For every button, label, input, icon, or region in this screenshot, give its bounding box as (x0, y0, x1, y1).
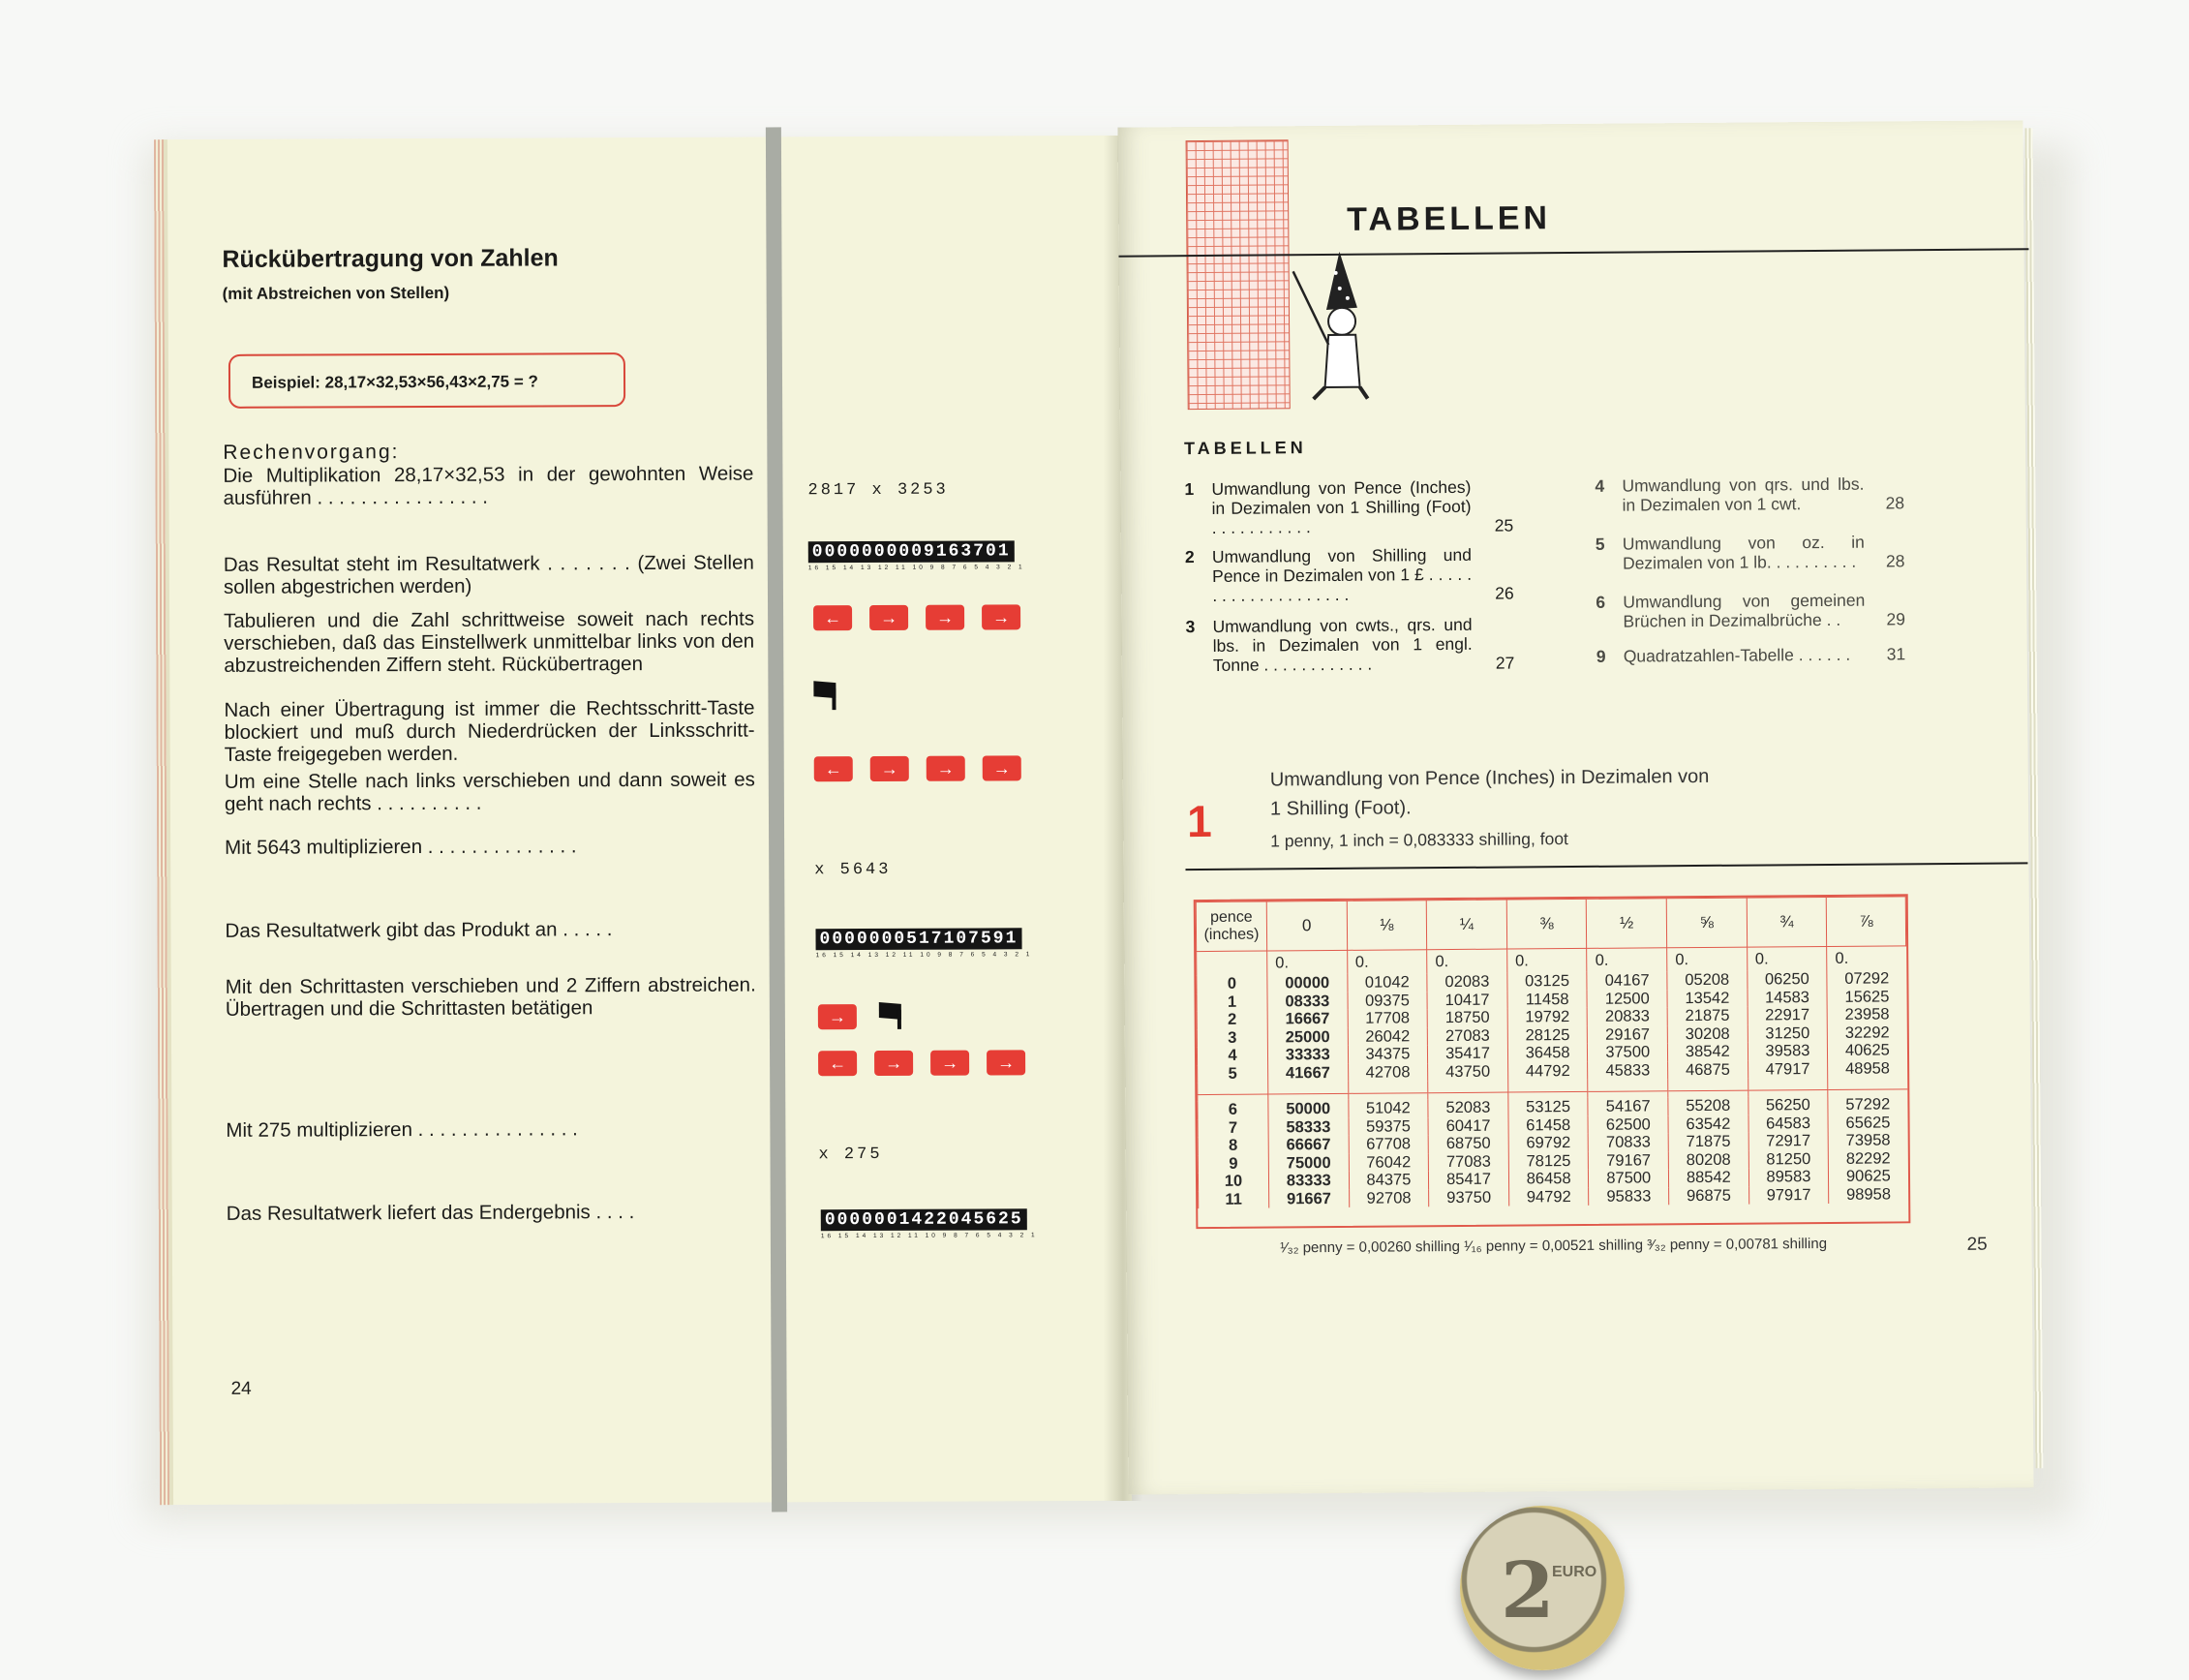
toc-entry-4 (1595, 473, 1924, 519)
table-cell: 88542 (1668, 1169, 1748, 1187)
register-scale: 16 15 14 13 12 11 10 9 8 7 6 5 4 3 2 1 (807, 564, 1025, 572)
row-label: 7 (1198, 1118, 1268, 1137)
table-cell: 10417 (1427, 991, 1507, 1009)
left-arrow-icon: ← (824, 608, 842, 628)
table-cell: 69792 (1508, 1134, 1589, 1152)
toc-page: 29 (1886, 609, 1906, 629)
operation-3: x 275 (818, 1145, 883, 1165)
column-header: ¼ (1426, 900, 1506, 950)
table-cell: 77083 (1429, 1152, 1509, 1171)
right-arrow-icon: → (936, 607, 955, 627)
toc-page: 28 (1885, 551, 1905, 571)
right-arrow-icon: → (936, 758, 955, 779)
table-cell: 20833 (1588, 1007, 1668, 1025)
table-cell: 09375 (1348, 992, 1428, 1010)
pence-table (1196, 896, 1908, 1208)
table-cell: 06250 (1747, 970, 1827, 989)
toc-text: Quadratzahlen-Tabelle . . . . . . (1623, 644, 1851, 666)
table-cell: 40625 (1828, 1041, 1907, 1059)
step-keys-3 (818, 1004, 857, 1029)
toc-page: 27 (1495, 653, 1515, 673)
table-cell: 53125 (1508, 1098, 1589, 1116)
table-cell: 34375 (1348, 1045, 1428, 1063)
prefix-cell: 0. (1267, 950, 1348, 974)
table-cell: 41667 (1268, 1063, 1349, 1082)
register-digits: 0000000517107591 (815, 928, 1021, 950)
divider-cell (1828, 1077, 1907, 1089)
column-header: ¾ (1747, 897, 1827, 947)
column-header: ⅝ (1666, 898, 1747, 948)
table-cell: 82292 (1829, 1149, 1908, 1168)
table-cell: 66667 (1268, 1136, 1349, 1154)
right-step-key (818, 1004, 857, 1029)
toc-text: Umwandlung von qrs. und lbs. in Dezimalen von 1 cwt. (1622, 473, 1865, 515)
table-cell: 65625 (1828, 1114, 1907, 1132)
table-cell: 36458 (1507, 1044, 1588, 1062)
toc-number: 3 (1185, 617, 1196, 637)
table-cell: 85417 (1429, 1171, 1509, 1189)
step-10: Das Resultatwerk liefert das Endergebnis . . . . (226, 1201, 635, 1225)
column-header: ⅞ (1826, 897, 1905, 947)
toc-page: 25 (1494, 515, 1514, 535)
table-cell: 89583 (1748, 1168, 1829, 1186)
table-cell: 33333 (1267, 1046, 1348, 1064)
table-cell: 00000 (1267, 974, 1348, 993)
table-cell: 86458 (1508, 1170, 1589, 1188)
grid-paper-illustration (1186, 139, 1291, 410)
right-arrow-icon: → (885, 1053, 903, 1073)
table-cell: 31250 (1748, 1023, 1828, 1042)
table-cell: 18750 (1427, 1009, 1507, 1027)
table-cell: 55208 (1668, 1097, 1748, 1115)
table-cell: 96875 (1669, 1186, 1749, 1205)
table-cell: 71875 (1668, 1133, 1748, 1151)
table-cell: 60417 (1428, 1116, 1508, 1135)
row-label: 10 (1198, 1173, 1268, 1191)
step-9: Mit 275 multiplizieren . . . . . . . . . . . . . . . (226, 1117, 578, 1142)
right-arrow-icon: → (992, 758, 1011, 779)
left-arrow-icon: ← (829, 1054, 847, 1074)
table-cell: 23958 (1827, 1005, 1906, 1023)
row-label: 3 (1197, 1028, 1267, 1047)
divider-cell (1588, 1079, 1668, 1091)
example-box: Beispiel: 28,17×32,53×56,43×2,75 = ? (228, 352, 625, 409)
table-cell: 38542 (1667, 1043, 1748, 1061)
divider-cell (1668, 1079, 1748, 1091)
table-cell: 94792 (1508, 1187, 1589, 1206)
table-cell: 72917 (1748, 1132, 1829, 1150)
divider-cell (1268, 1082, 1349, 1094)
table-cell: 16667 (1267, 1010, 1348, 1028)
table-cell: 26042 (1348, 1027, 1428, 1046)
toc-page: 31 (1886, 644, 1906, 664)
register-scale: 16 15 14 13 12 11 10 9 8 7 6 5 4 3 2 1 (820, 1232, 1038, 1240)
table-cell: 59375 (1349, 1117, 1429, 1136)
table-cell: 15625 (1827, 988, 1906, 1006)
right-arrow-icon: → (880, 607, 898, 627)
table-cell: 80208 (1668, 1150, 1748, 1169)
table-cell: 68750 (1428, 1135, 1508, 1153)
toc-page: 28 (1885, 493, 1905, 513)
prefix-cell: 0. (1667, 947, 1748, 971)
table-cell: 11458 (1507, 990, 1588, 1008)
toc-heading: TABELLEN (1183, 438, 1307, 459)
euro-coin (1460, 1506, 1625, 1670)
table-cell: 84375 (1349, 1171, 1429, 1189)
wizard-mascot-icon (1289, 251, 1396, 416)
table-cell: 32292 (1828, 1023, 1907, 1042)
table-cell: 75000 (1268, 1153, 1349, 1172)
table-cell: 50000 (1268, 1100, 1349, 1118)
table-cell: 03125 (1507, 972, 1588, 991)
divider-cell (1348, 1081, 1428, 1093)
row-label: 5 (1198, 1064, 1268, 1083)
gutter-band (766, 127, 787, 1512)
result-register-1 (808, 540, 1025, 571)
table-cell: 64583 (1748, 1114, 1829, 1132)
row-label: 8 (1198, 1137, 1268, 1155)
page-subtitle: (mit Abstreichen von Stellen) (222, 283, 450, 303)
register-digits: 0000000009163701 (808, 540, 1015, 563)
step-6: Mit 5643 multiplizieren . . . . . . . . . . . . . . (225, 835, 577, 859)
table-cell: 07292 (1827, 969, 1906, 988)
toc-number: 9 (1596, 646, 1606, 666)
prefix-cell: 0. (1427, 949, 1507, 973)
right-step-key (874, 1051, 913, 1076)
toc-text: Umwandlung von gemeinen Brüchen in Dezimalbrüche . . (1623, 590, 1866, 631)
register-scale: 16 15 14 13 12 11 10 9 8 7 6 5 4 3 2 1 (815, 951, 1033, 960)
right-step-key (982, 604, 1020, 629)
conversion-table (1194, 894, 1911, 1229)
table-cell: 78125 (1508, 1151, 1589, 1170)
toc-entry-2 (1185, 544, 1514, 609)
table-cell: 44792 (1507, 1061, 1588, 1080)
table-cell: 83333 (1268, 1172, 1349, 1190)
result-register-3 (821, 1208, 1038, 1239)
table-cell: 01042 (1347, 973, 1427, 992)
row-label: 2 (1197, 1011, 1267, 1029)
table-cell: 43750 (1428, 1062, 1508, 1081)
coin-value: 2 (1501, 1544, 1555, 1635)
row-label: 0 (1197, 975, 1267, 993)
section-title-line-1: Umwandlung von Pence (Inches) in Dezimalen von (1269, 765, 1710, 791)
table-cell: 39583 (1748, 1042, 1828, 1060)
step-4: Nach einer Übertragung ist immer die Rechtsschritt-Taste blockiert und muß durch Niederdrücken der Linksschritt-Taste freigegeben werden. (224, 696, 755, 766)
table-cell: 29167 (1588, 1025, 1668, 1044)
table-cell: 73958 (1828, 1131, 1907, 1149)
right-arrow-icon: → (941, 1053, 959, 1073)
table-cell: 76042 (1349, 1153, 1429, 1172)
table-cell: 14583 (1748, 988, 1828, 1006)
table-cell: 35417 (1428, 1045, 1508, 1063)
section-rule (1185, 862, 2027, 871)
right-arrow-icon: → (997, 1053, 1016, 1073)
table-cell: 42708 (1348, 1063, 1428, 1082)
corner-label-1: pence (1210, 908, 1253, 926)
prefix-cell: 0. (1747, 946, 1827, 970)
right-arrow-icon: → (828, 1007, 846, 1027)
column-header: ⅛ (1347, 901, 1427, 951)
table-cell: 13542 (1667, 989, 1748, 1007)
table-cell: 54167 (1588, 1097, 1668, 1115)
left-step-key (814, 756, 853, 781)
page-title: Rückübertragung von Zahlen (222, 244, 559, 273)
table-cell: 67708 (1349, 1135, 1429, 1153)
left-page (162, 136, 1132, 1505)
table-cell: 46875 (1668, 1060, 1748, 1079)
section-title-line-2: 1 Shilling (Foot). (1269, 797, 1412, 820)
toc-text: Umwandlung von cwts., qrs. und lbs. in Dezimalen von 1 engl. Tonne . . . . . . . . . . . . (1212, 614, 1473, 675)
table-cell: 70833 (1589, 1133, 1669, 1151)
table-cell: 98958 (1829, 1185, 1908, 1204)
table-cell: 48958 (1828, 1059, 1907, 1078)
procedure-heading: Rechenvorgang: (223, 441, 400, 464)
toc-text: Umwandlung von Shilling und Pence in Dezimalen von 1 £ . . . . . . . . . . . . . . . . . . . . (1211, 544, 1473, 605)
step-keys-2 (814, 755, 1021, 781)
table-cell: 62500 (1588, 1115, 1668, 1134)
right-step-key (930, 1051, 969, 1076)
right-step-key (870, 756, 909, 781)
row-label: 9 (1198, 1154, 1268, 1173)
toc-text: Umwandlung von oz. in Dezimalen von 1 lb. . . . . . . . . . (1622, 532, 1865, 573)
table-cell: 08333 (1267, 992, 1348, 1010)
table-cell: 47917 (1748, 1059, 1828, 1078)
toc-text: Umwandlung von Pence (Inches) in Dezimalen von 1 Shilling (Foot) . . . . . . . . . . . (1211, 476, 1472, 537)
divider-cell (1198, 1083, 1268, 1095)
table-cell: 95833 (1589, 1187, 1669, 1206)
table-cell: 37500 (1588, 1043, 1668, 1061)
table-header-row (1196, 897, 1905, 952)
toc-number: 5 (1595, 534, 1605, 554)
right-arrow-icon: → (880, 758, 898, 779)
table-cell: 30208 (1667, 1024, 1748, 1043)
transfer-flag-icon (876, 1000, 909, 1033)
right-arrow-icon: → (992, 607, 1011, 627)
row-label: 1 (1197, 993, 1267, 1011)
table-cell: 02083 (1427, 973, 1507, 992)
transfer-flag-icon (810, 679, 843, 712)
toc-number: 2 (1184, 547, 1195, 567)
divider-cell (1748, 1078, 1828, 1090)
prefix-cell (1197, 951, 1267, 975)
table-cell: 19792 (1507, 1008, 1588, 1026)
right-page (1117, 120, 2033, 1494)
table-cell: 90625 (1829, 1167, 1908, 1185)
table-cell: 81250 (1748, 1149, 1829, 1168)
operation-1: 2817 x 3253 (807, 480, 949, 501)
table-cell: 27083 (1427, 1026, 1507, 1045)
step-3: Tabulieren und die Zahl schrittweise soweit nach rechts verschieben, daß das Einstellwerk unmittelbar links von den abzustreichenden Ziffern steht. Rückübertragen (224, 607, 755, 677)
table-footnote: ¹⁄₃₂ penny = 0,00260 shilling ¹⁄₁₆ penny = 0,00521 shilling ³⁄₃₂ penny = 0,00781 shilling (1280, 1235, 1828, 1257)
right-step-key (927, 756, 965, 781)
table-cell: 91667 (1269, 1189, 1350, 1207)
right-step-key (987, 1050, 1025, 1075)
table-cell: 63542 (1668, 1115, 1748, 1133)
table-cell: 12500 (1587, 990, 1667, 1008)
step-keys-1 (813, 604, 1020, 630)
divider-cell (1508, 1080, 1589, 1092)
page-number-left: 24 (230, 1378, 252, 1399)
toc-entry-5 (1596, 532, 1925, 577)
left-step-key (813, 605, 852, 630)
step-keys-4 (818, 1050, 1025, 1076)
right-step-key (926, 605, 964, 630)
toc-entry-1 (1184, 476, 1513, 541)
row-label: 4 (1197, 1047, 1267, 1065)
table-cell: 57292 (1828, 1095, 1907, 1114)
prefix-cell: 0. (1506, 948, 1587, 972)
divider-cell (1428, 1081, 1508, 1093)
corner-label-2: (inches) (1203, 926, 1260, 944)
table-cell: 92708 (1349, 1189, 1429, 1207)
register-digits: 0000001422045625 (821, 1208, 1027, 1231)
table-cell: 52083 (1428, 1099, 1508, 1117)
table-cell: 04167 (1587, 971, 1667, 990)
table-cell: 87500 (1589, 1169, 1669, 1187)
row-label: 11 (1199, 1190, 1269, 1208)
column-header: ½ (1587, 899, 1667, 949)
step-5: Um eine Stelle nach links verschieben und dann soweit es geht nach rechts . . . . . . . . . . (224, 768, 755, 815)
page-number-right: 25 (1966, 1234, 1988, 1255)
left-step-key (818, 1051, 857, 1076)
prefix-cell: 0. (1827, 946, 1906, 970)
header-title: TABELLEN (1347, 199, 1552, 238)
table-cell: 51042 (1348, 1099, 1428, 1117)
toc-page: 26 (1495, 583, 1514, 603)
toc-entry-6 (1596, 590, 1925, 635)
table-cell: 25000 (1267, 1027, 1348, 1046)
prefix-cell: 0. (1587, 948, 1667, 972)
right-step-key (983, 755, 1021, 780)
table-cell: 22917 (1748, 1006, 1828, 1024)
step-2: Das Resultat steht im Resultatwerk . . . . . . . (Zwei Stellen sollen abgestrichen werden) (223, 551, 754, 598)
operation-2: x 5643 (814, 860, 892, 880)
toc-number: 6 (1596, 592, 1606, 612)
step-1: Die Multiplikation 28,17×32,53 in der gewohnten Weise ausführen . . . . . . . . . . . . . . . . (223, 462, 754, 509)
toc-entry-3 (1185, 614, 1514, 679)
table-cell: 05208 (1667, 971, 1748, 990)
step-8: Mit den Schrittasten verschieben und 2 Ziffern abstreichen. Übertragen und die Schrittasten betätigen (225, 973, 756, 1021)
corner-header (1196, 901, 1266, 952)
left-arrow-icon: ← (824, 759, 842, 779)
table-cell: 58333 (1268, 1117, 1349, 1136)
table-cell: 79167 (1589, 1151, 1669, 1170)
toc-entry-9 (1596, 644, 1926, 670)
table-cell: 97917 (1748, 1185, 1829, 1204)
column-header: 0 (1266, 901, 1347, 951)
prefix-cell: 0. (1347, 950, 1427, 974)
toc-number: 1 (1184, 479, 1195, 500)
table-body (1197, 946, 1908, 1208)
table-cell: 93750 (1429, 1188, 1509, 1207)
table-cell: 17708 (1348, 1009, 1428, 1027)
coin-text: EURO (1552, 1564, 1597, 1580)
step-7: Das Resultatwerk gibt das Produkt an . . . . . (225, 918, 613, 942)
section-formula: 1 penny, 1 inch = 0,083333 shilling, foot (1270, 829, 1568, 851)
section-number: 1 (1186, 795, 1212, 847)
table-cell: 21875 (1667, 1007, 1748, 1025)
table-cell: 56250 (1748, 1096, 1829, 1115)
right-step-key (869, 605, 908, 630)
result-register-2 (815, 928, 1032, 959)
table-cell: 28125 (1507, 1025, 1588, 1044)
row-label: 6 (1198, 1101, 1268, 1119)
toc-number: 4 (1595, 475, 1605, 496)
column-header: ⅜ (1506, 899, 1587, 949)
table-cell: 45833 (1588, 1061, 1668, 1080)
table-cell: 61458 (1508, 1115, 1589, 1134)
